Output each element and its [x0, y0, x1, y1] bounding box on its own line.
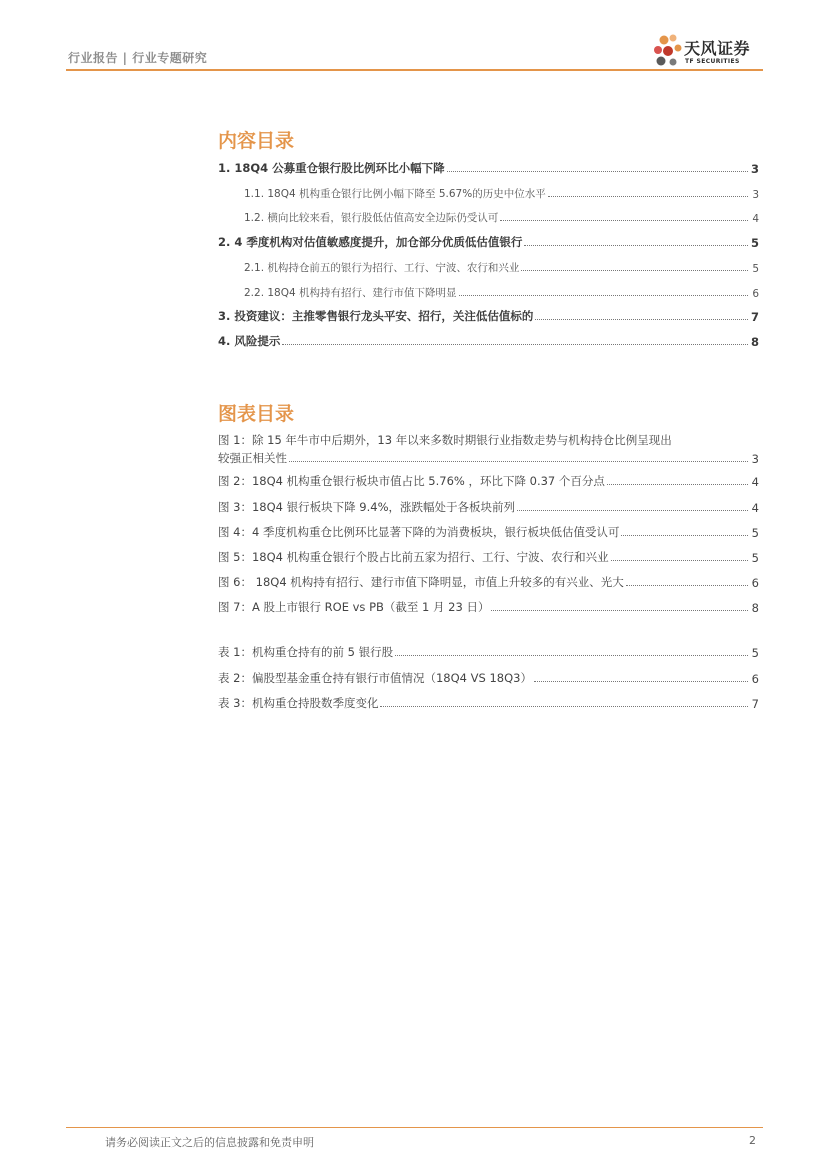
toc-entry-2[interactable]: [218, 232, 759, 250]
figure-entry-6[interactable]: [218, 572, 759, 590]
toc-entry-2-1[interactable]: [244, 257, 759, 275]
dot-leader: [517, 510, 748, 511]
toc-entry-page: 6: [752, 288, 759, 300]
table-entry-page: 5: [751, 646, 759, 660]
figure-entry-text: 图 2：18Q4 机构重仓银行板块市值占比 5.76% ，环比下降 0.37 个百分点: [218, 474, 605, 488]
toc-entry-1-2[interactable]: [244, 207, 759, 225]
dot-leader: [534, 681, 748, 682]
brand-name: 天风证券: [684, 39, 751, 58]
dot-leader: [607, 484, 748, 485]
table-entry-text: 表 3：机构重仓持股数季度变化: [218, 696, 379, 710]
toc-entry-1-1[interactable]: [244, 183, 759, 201]
toc-entry-text: 1.1. 18Q4 机构重仓银行比例小幅下降至 5.67%的历史中位水平: [244, 188, 546, 200]
dot-leader: [289, 461, 748, 462]
page-number: 2: [749, 1134, 756, 1147]
figure-entry-text: 图 3：18Q4 银行板块下降 9.4%，涨跌幅处于各板块前列: [218, 500, 515, 514]
table-entry-page: 6: [751, 672, 759, 686]
figure-entry-1[interactable]: [218, 430, 759, 466]
toc-entry-text: 1. 18Q4 公募重仓银行股比例环比小幅下降: [218, 161, 445, 175]
figure-entry-2[interactable]: [218, 471, 759, 489]
figure-entry-page: 4: [751, 475, 759, 489]
dot-leader: [380, 706, 748, 707]
footer-disclaimer: 请务必阅读正文之后的信息披露和免责申明: [105, 1136, 314, 1149]
toc-entry-1[interactable]: [218, 158, 759, 176]
figure-entry-page: 4: [751, 501, 759, 515]
toc-entry-4[interactable]: [218, 331, 759, 349]
toc-entry-page: 3: [752, 189, 759, 201]
toc-entry-text: 3. 投资建议：主推零售银行龙头平安、招行，关注低估值标的: [218, 309, 534, 323]
figure-entry-page: 6: [751, 576, 759, 590]
figure-entry-text: 图 5：18Q4 机构重仓银行个股占比前五家为招行、工行、宁波、农行和兴业: [218, 550, 609, 564]
toc-entry-page: 7: [750, 310, 759, 324]
toc-entry-page: 8: [750, 335, 759, 349]
table-entry-1[interactable]: [218, 642, 759, 660]
toc-entry-page: 5: [752, 263, 759, 275]
toc-entry-page: 4: [752, 213, 759, 225]
figure-entry-text: 图 1：除 15 年牛市中后期外，13 年以来多数时期银行业指数走势与机构持仓比例呈现出: [218, 433, 672, 447]
dot-leader: [491, 610, 748, 611]
dot-leader: [500, 220, 748, 221]
dot-leader: [524, 245, 748, 246]
toc-entry-text: 2.2. 18Q4 机构持有招行、建行市值下降明显: [244, 287, 457, 299]
toc-entry-3[interactable]: [218, 306, 759, 324]
figure-entry-text: 图 6： 18Q4 机构持有招行、建行市值下降明显，市值上升较多的有兴业、光大: [218, 575, 624, 589]
dot-leader: [611, 560, 748, 561]
table-entry-text: 表 1：机构重仓持有的前 5 银行股: [218, 645, 394, 659]
dot-leader: [535, 319, 748, 320]
dot-leader: [621, 535, 748, 536]
figure-entry-3[interactable]: [218, 497, 759, 515]
table-entry-2[interactable]: [218, 668, 759, 686]
dot-leader: [521, 270, 748, 271]
dot-leader: [548, 196, 748, 197]
dot-leader: [447, 171, 748, 172]
toc-entry-page: 5: [750, 236, 759, 250]
dot-leader: [282, 344, 748, 345]
brand-subtitle: TF SECURITIES: [685, 58, 740, 65]
toc-entry-2-2[interactable]: [244, 282, 759, 300]
toc-entry-page: 3: [750, 162, 759, 176]
figure-entry-4[interactable]: [218, 522, 759, 540]
report-category: 行业报告 | 行业专题研究: [68, 51, 208, 65]
figure-entry-7[interactable]: [218, 597, 759, 615]
footer-divider: [66, 1127, 763, 1128]
table-entry-text: 表 2：偏股型基金重仓持有银行市值情况（18Q4 VS 18Q3）: [218, 671, 532, 685]
figure-entry-text: 图 4：4 季度机构重仓比例环比显著下降的为消费板块，银行板块低估值受认可: [218, 525, 620, 539]
figure-entry-page: 8: [751, 601, 759, 615]
figure-entry-text: 图 7：A 股上市银行 ROE vs PB（截至 1 月 23 日）: [218, 600, 490, 614]
figure-entry-text-cont: 较强正相关性: [218, 451, 287, 465]
table-entry-page: 7: [751, 697, 759, 711]
figure-entry-page: 5: [751, 551, 759, 565]
table-entry-3[interactable]: [218, 693, 759, 711]
figures-title: 图表目录: [218, 403, 295, 425]
toc-entry-text: 4. 风险提示: [218, 334, 281, 348]
toc-entry-text: 2. 4 季度机构对估值敏感度提升，加仓部分优质低估值银行: [218, 235, 523, 249]
toc-title: 内容目录: [218, 130, 295, 152]
toc-entry-text: 2.1. 机构持仓前五的银行为招行、工行、宁波、农行和兴业: [244, 262, 520, 274]
dot-leader: [626, 585, 748, 586]
dot-leader: [459, 295, 748, 296]
figure-entry-page: 3: [751, 452, 759, 466]
figure-entry-5[interactable]: [218, 547, 759, 565]
dot-leader: [395, 655, 748, 656]
figure-entry-page: 5: [751, 526, 759, 540]
toc-entry-text: 1.2. 横向比较来看，银行股低估值高安全边际仍受认可: [244, 212, 499, 224]
